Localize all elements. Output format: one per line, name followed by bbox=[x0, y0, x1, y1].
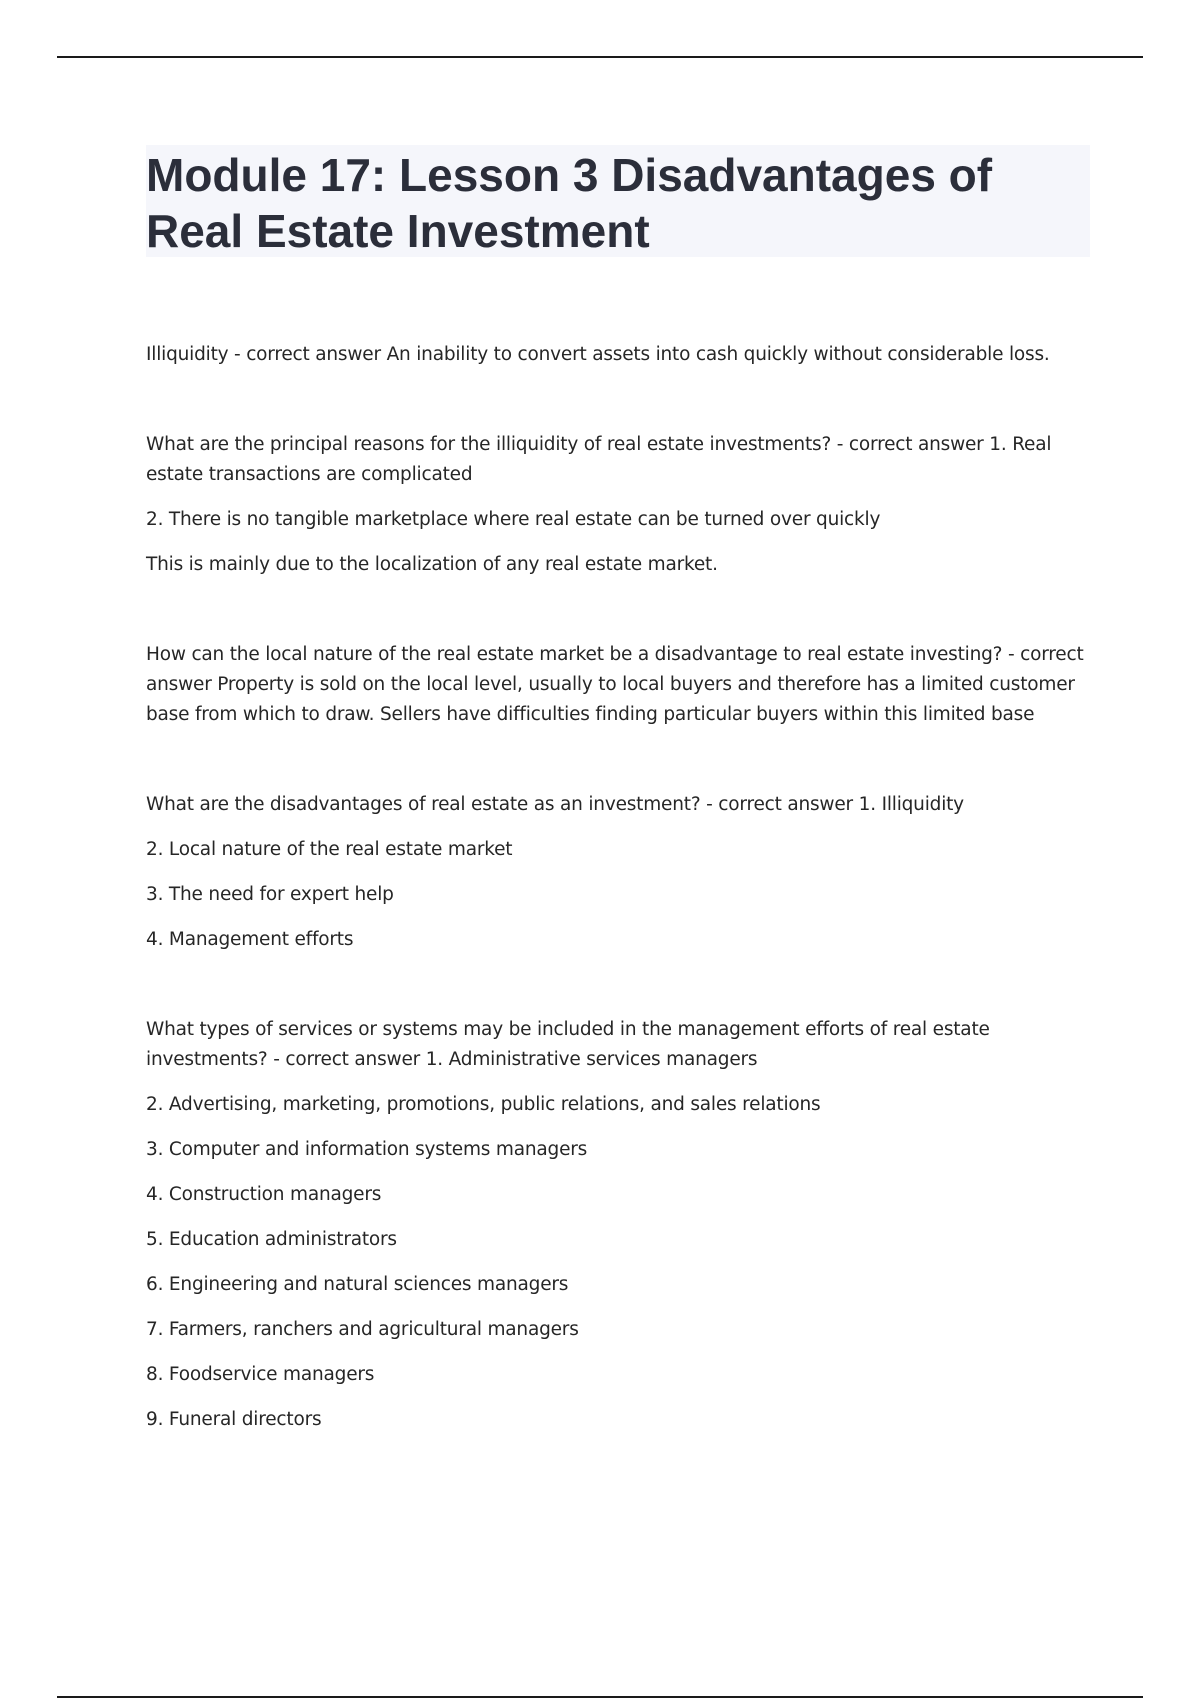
qa-line: 4. Construction managers bbox=[146, 1184, 382, 1205]
qa-line: 9. Funeral directors bbox=[146, 1409, 322, 1430]
qa-line: 3. Computer and information systems managers bbox=[146, 1139, 588, 1160]
qa-line: This is mainly due to the localization of any real estate market. bbox=[146, 554, 718, 575]
top-rule bbox=[57, 56, 1143, 58]
qa-item-illiquidity bbox=[146, 340, 1090, 370]
qa-line: What types of services or systems may be included in the management efforts of real estate investments? - correct answer 1. Administrative services managers bbox=[146, 1019, 990, 1070]
qa-line: 8. Foodservice managers bbox=[146, 1364, 375, 1385]
qa-line: How can the local nature of the real estate market be a disadvantage to real estate investing? - correct answer Property is sold on the local level, usually to local buyers and therefore has a limited customer base from which to draw. Sellers have difficulties finding particular buyers within this limited base bbox=[146, 644, 1084, 725]
qa-line: 3. The need for expert help bbox=[146, 884, 394, 905]
qa-line: 7. Farmers, ranchers and agricultural managers bbox=[146, 1319, 579, 1340]
qa-item-local-nature bbox=[146, 640, 1090, 730]
qa-line: Illiquidity - correct answer An inability to convert assets into cash quickly without considerable loss. bbox=[146, 344, 1050, 365]
qa-line: 2. There is no tangible marketplace where real estate can be turned over quickly bbox=[146, 509, 881, 530]
qa-line: What are the disadvantages of real estate as an investment? - correct answer 1. Illiquidity bbox=[146, 794, 964, 815]
bottom-rule bbox=[57, 1696, 1143, 1698]
qa-item-disadvantages bbox=[146, 790, 1090, 955]
qa-line: 2. Local nature of the real estate market bbox=[146, 839, 513, 860]
qa-line: What are the principal reasons for the illiquidity of real estate investments? - correct answer 1. Real estate transactions are complicated bbox=[146, 434, 1052, 485]
qa-item-illiquidity-reasons bbox=[146, 430, 1090, 580]
qa-line: 6. Engineering and natural sciences managers bbox=[146, 1274, 569, 1295]
qa-line: 5. Education administrators bbox=[146, 1229, 397, 1250]
page-title: Module 17: Lesson 3 Disadvantages of Real Estate Investment bbox=[146, 149, 993, 257]
qa-item-management-efforts bbox=[146, 1015, 1090, 1435]
qa-line: 4. Management efforts bbox=[146, 929, 354, 950]
document-body bbox=[146, 340, 1090, 1495]
qa-line: 2. Advertising, marketing, promotions, public relations, and sales relations bbox=[146, 1094, 821, 1115]
